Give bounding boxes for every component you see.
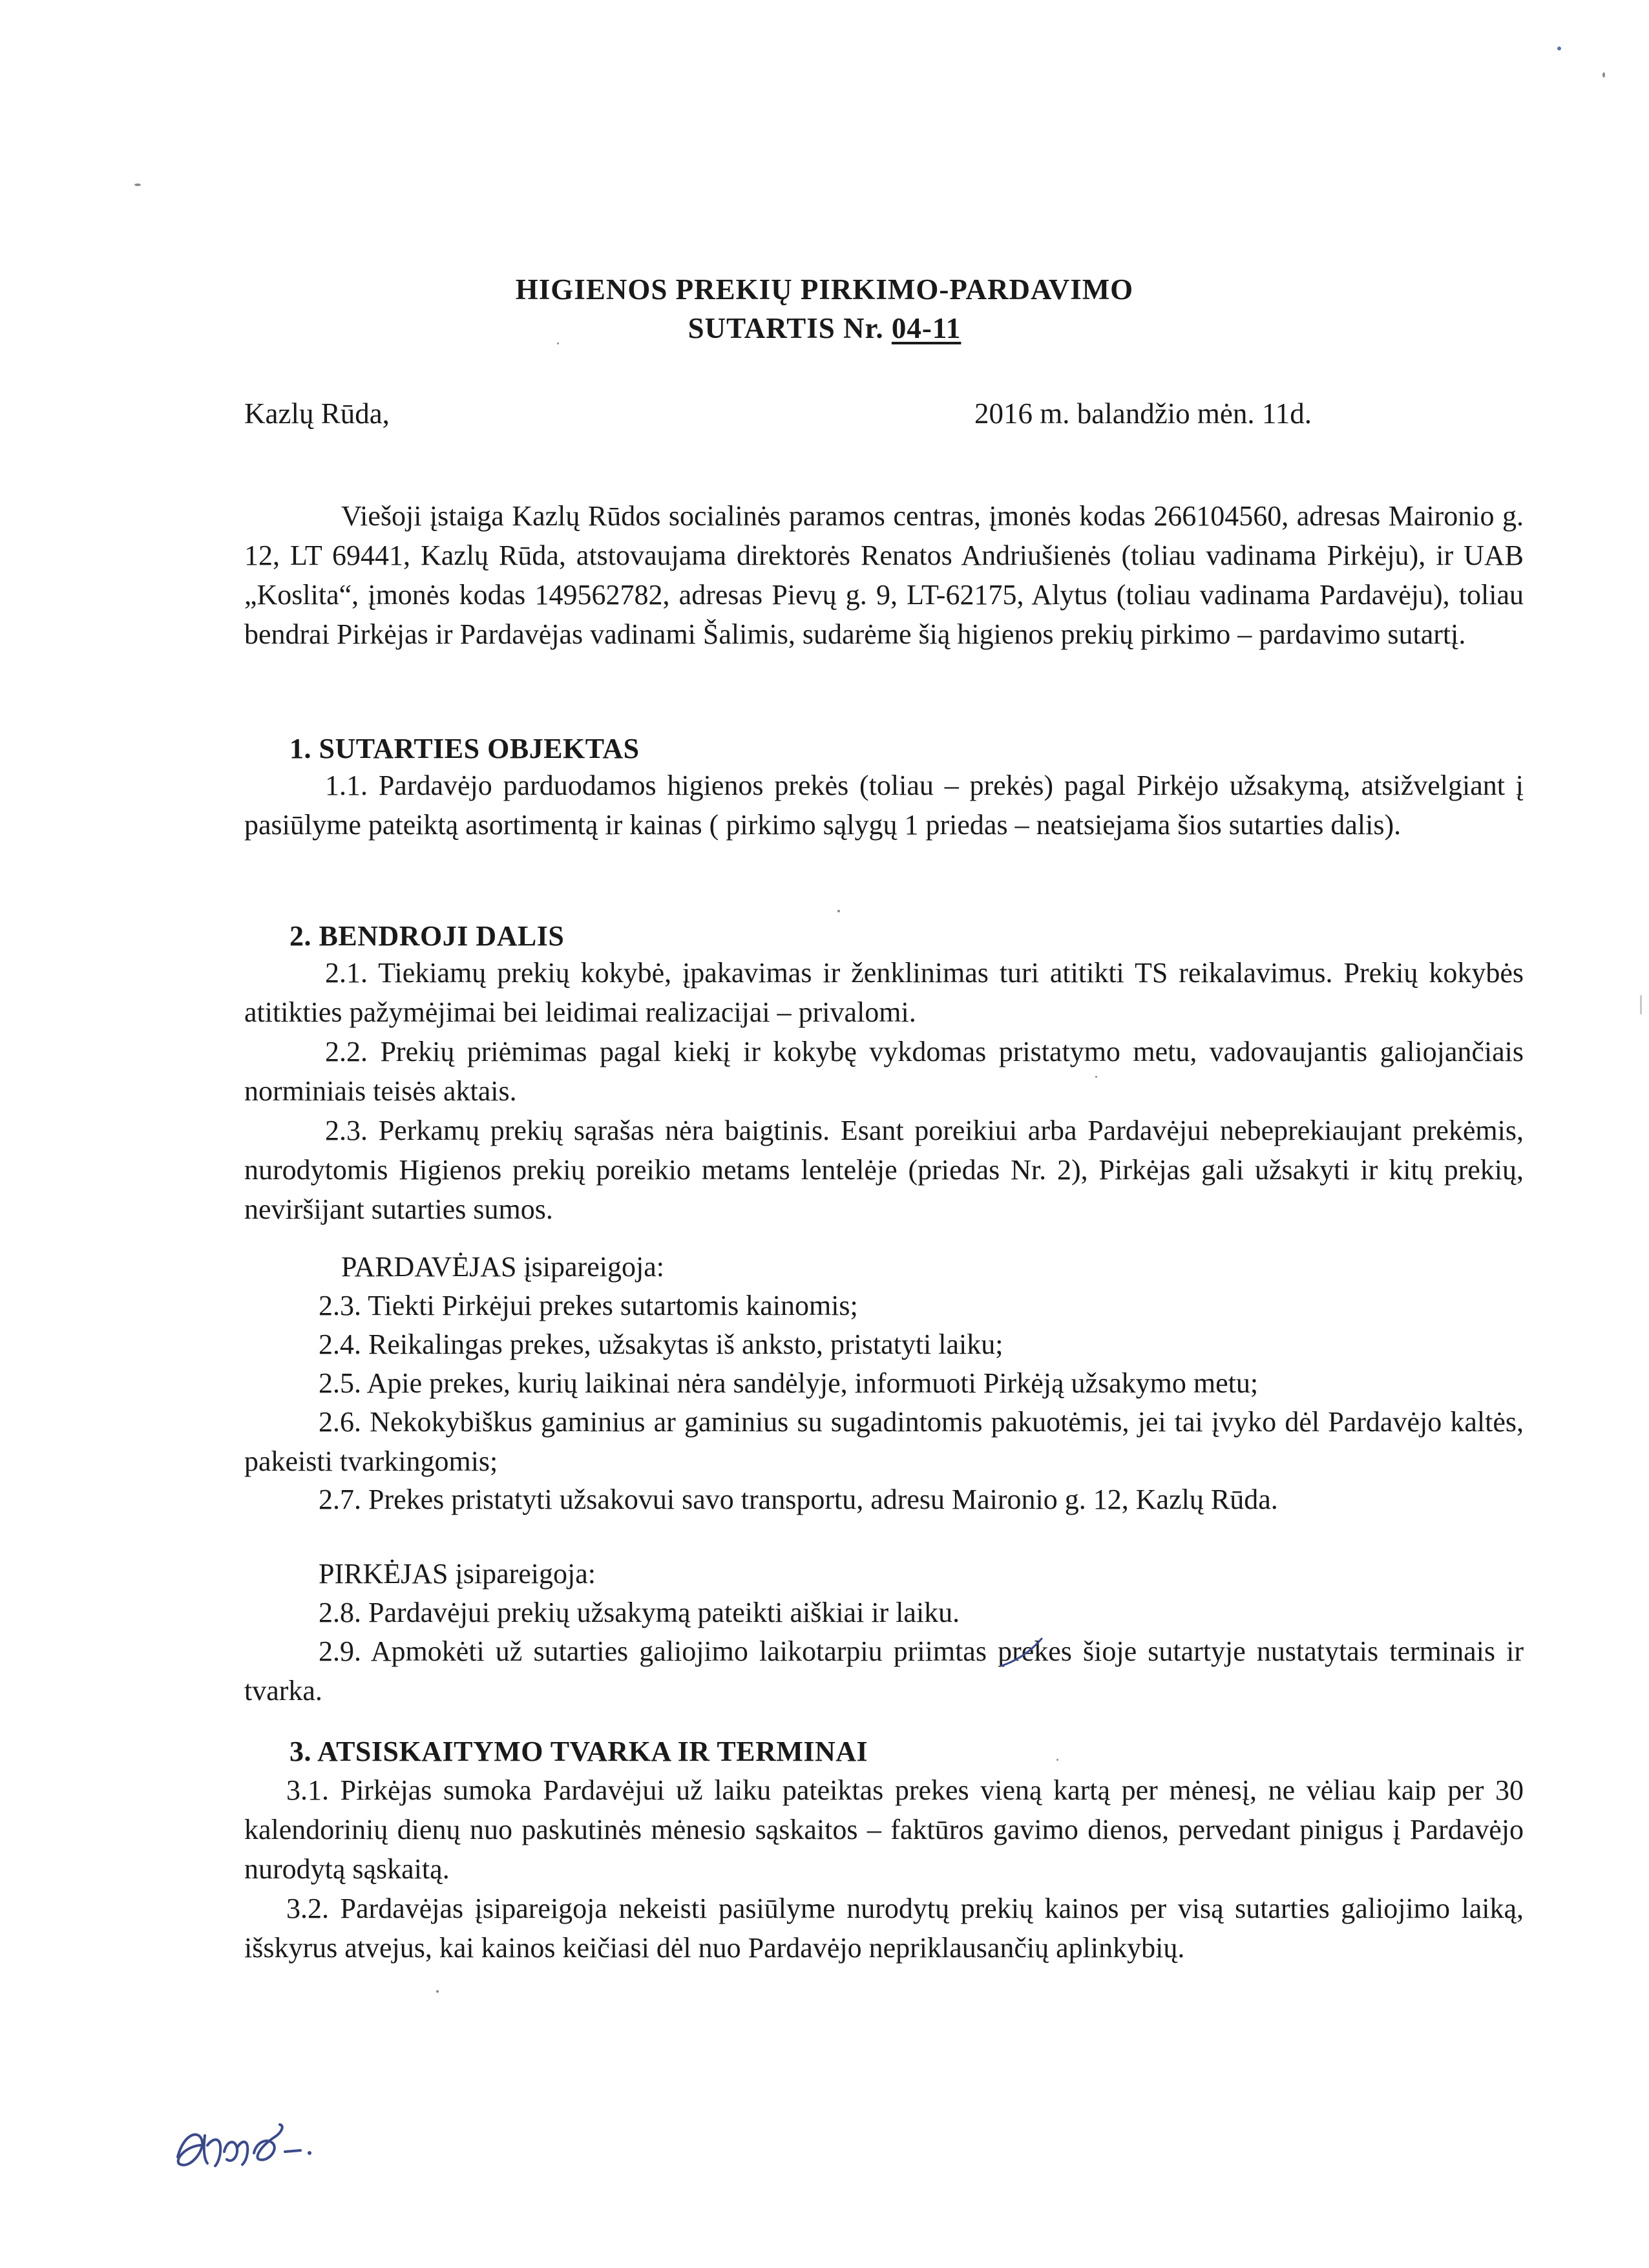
contract-number: 04-11 xyxy=(891,312,961,344)
document-subtitle xyxy=(0,309,1649,348)
scan-speck xyxy=(837,910,840,912)
seller-item-2-3: 2.3. Tiekti Pirkėjui prekes sutartomis kainomis; xyxy=(319,1290,858,1321)
document-title: HIGIENOS PREKIŲ PIRKIMO-PARDAVIMO xyxy=(515,273,1134,306)
contract-date: 2016 m. balandžio mėn. 11d. xyxy=(974,397,1312,430)
signature-initials-icon xyxy=(165,2106,372,2184)
pen-mark-icon xyxy=(995,1633,1053,1672)
seller-item-2-7: 2.7. Prekes pristatyti užsakovui savo transportu, adresu Maironio g. 12, Kazlų Rūda. xyxy=(319,1484,1278,1515)
section-3-body xyxy=(244,1770,1524,1968)
section-2-heading: 2. BENDROJI DALIS xyxy=(289,920,565,952)
intro-paragraph xyxy=(244,496,1524,654)
clause-3-2: 3.2. Pardavėjas įsipareigoja nekeisti pasiūlyme nurodytų prekių kainos per visą sutarties galiojimo laiką, išskyrus atvejus, kai kainos keičiasi dėl nuo Pardavėjo nepriklausančių aplinkybių. xyxy=(244,1893,1524,1964)
clause-2-2: 2.2. Prekių priėmimas pagal kiekį ir kokybę vykdomas pristatymo metu, vadovaujantis galiojančiais norminiais teisės aktais. xyxy=(244,1036,1524,1107)
clause-3-1: 3.1. Pirkėjas sumoka Pardavėjui už laiku pateiktas prekes vieną kartą per mėnesį, ne vėliau kaip per 30 kalendorinių dienų nuo paskutinės mėnesio sąskaitos – faktūros gavimo dienos, pervedant pinigus į Pardavėjo nurodytą sąskaitą. xyxy=(244,1774,1524,1885)
contract-place: Kazlų Rūda, xyxy=(244,397,390,430)
buyer-obligations-heading: PIRKĖJAS įsipareigoja: xyxy=(319,1558,596,1590)
scan-speck xyxy=(557,342,559,344)
buyer-item-2-9-block xyxy=(244,1632,1524,1710)
scan-speck xyxy=(1056,1759,1058,1761)
clause-1-1: 1.1. Pardavėjo parduodamos higienos prekės (toliau – prekės) pagal Pirkėjo užsakymą, atsižvelgiant į pasiūlyme pateiktą asortimentą ir kainas ( pirkimo sąlygų 1 priedas – neatsiejama šios sutarties dalis). xyxy=(244,770,1524,841)
seller-item-2-6-block xyxy=(244,1402,1524,1481)
intro-text: Viešoji įstaiga Kazlų Rūdos socialinės paramos centras, įmonės kodas 266104560, adresas Maironio g. 12, LT 69441, Kazlų Rūda, atstovaujama direktorės Renatos Andriušienės (toliau vadinama Pirkėju), ir UAB „Koslita“, įmonės kodas 149562782, adresas Pievų g. 9, LT-62175, Alytus (toliau vadinama Pardavėju), toliau bendrai Pirkėjas ir Pardavėjas vadinami Šalimis, sudarėme šią higienos prekių pirkimo – pardavimo sutartį. xyxy=(244,500,1524,650)
seller-item-2-5: 2.5. Apie prekes, kurių laikinai nėra sandėlyje, informuoti Pirkėją užsakymo metu; xyxy=(319,1367,1259,1399)
seller-item-2-4: 2.4. Reikalingas prekes, užsakytas iš anksto, pristatyti laiku; xyxy=(319,1328,1003,1360)
section-1-body xyxy=(244,766,1524,845)
clause-2-1: 2.1. Tiekiamų prekių kokybė, įpakavimas ir ženklinimas turi atitikti TS reikalavimus. Prekių kokybės atitikties pažymėjimai bei leidimai realizacijai – privalomi. xyxy=(244,957,1524,1028)
seller-obligations-heading: PARDAVĖJAS įsipareigoja: xyxy=(341,1251,664,1283)
clause-2-3: 2.3. Perkamų prekių sąrašas nėra baigtinis. Esant poreikiui arba Pardavėjui nebeprekiaujant prekėmis, nurodytomis Higienos prekių poreikio metams lentelėje (priedas Nr. 2), Pirkėjas gali užsakyti ir kitų prekių, neviršijant sutarties sumos. xyxy=(244,1115,1524,1225)
scan-speck xyxy=(1095,1076,1097,1078)
contract-label: SUTARTIS Nr. xyxy=(688,312,892,344)
scan-speck xyxy=(1602,72,1605,78)
scan-speck xyxy=(436,1990,439,1993)
section-1-heading: 1. SUTARTIES OBJEKTAS xyxy=(289,733,640,764)
scan-speck xyxy=(134,184,141,186)
buyer-item-2-8: 2.8. Pardavėjui prekių užsakymą pateikti aiškiai ir laiku. xyxy=(319,1597,960,1628)
buyer-item-2-9: 2.9. Apmokėti už sutarties galiojimo laikotarpiu priimtas prekes šioje sutartyje nustatytais terminais ir tvarka. xyxy=(244,1635,1524,1706)
scan-speck xyxy=(1640,995,1642,1014)
section-2-body xyxy=(244,953,1524,1229)
seller-item-2-6: 2.6. Nekokybiškus gaminius ar gaminius su sugadintomis pakuotėmis, jei tai įvyko dėl Pardavėjo kaltės, pakeisti tvarkingomis; xyxy=(244,1406,1524,1477)
scan-speck xyxy=(1557,47,1561,50)
section-3-heading: 3. ATSISKAITYMO TVARKA IR TERMINAI xyxy=(289,1736,868,1767)
